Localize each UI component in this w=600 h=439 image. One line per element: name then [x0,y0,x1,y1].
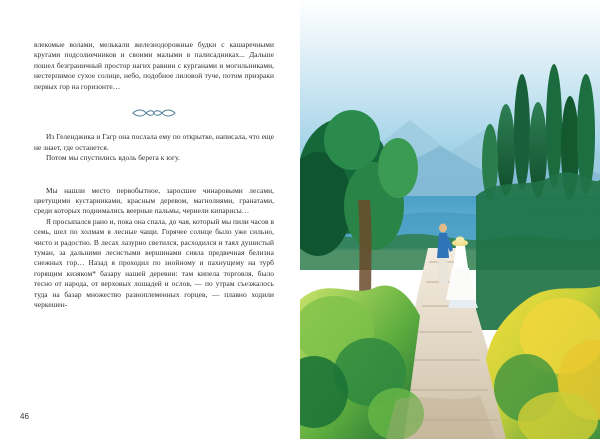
path-shadow [386,396,496,439]
swirl-ornament-icon [131,108,177,118]
section-ornament-1 [34,108,274,118]
paragraph: влекомые волами, мелькали железнодорожные будки с кашаречными кругами подсолнечников и своими малыми в палисадниках... Дальше пошел безграничный простор нагих равнин с курганами и могильниками, нестерпимое сухое солнце, небо, подобное лиловой туче, потом призраки первых гор на горизонте… [34,40,274,91]
paragraph: Мы нашли место первобытное, заросшее чинаровыми лесами, цветущими кустарниками, красным деревом, магнолиями, гранатами, среди которых поднимались веерные пальмы, чернели кипарисы… [34,185,274,216]
spacer [34,164,274,186]
paragraph: Из Геленджика и Гагр она послала ему по открытке, написала, что еще не знает, где останется. [34,132,274,152]
body-text-block-3 [34,186,274,311]
paragraph: Потом мы спустились вдоль берега к югу. [46,153,180,163]
body-text-block-2 [34,132,274,163]
page-number: 46 [20,412,29,421]
paragraph: Я просыпался рано и, пока она спала, до чая, который мы пили часов в семь, шел по холмам в лесные чащи. Горячее солнце было уже сильно, чисто и радостно. В лесах лазурно светился, расходился и таял душистый туман, за дальними лесистыми вершинами сияла предвечная белизна снежных гор… Назад я проходил по знойному и пахнущему на турб горящим кизяком* базару нашей деревни: там кипела торговля, было тесно от народа, от верховых лошадей и ослов, — по утрам съезжалось туда на базар множество разноплеменных горцев, — плавно ходили черкешен- [34,216,274,310]
right-page [300,0,600,439]
body-text-block-1 [34,40,274,92]
watercolor-illustration [300,0,600,439]
